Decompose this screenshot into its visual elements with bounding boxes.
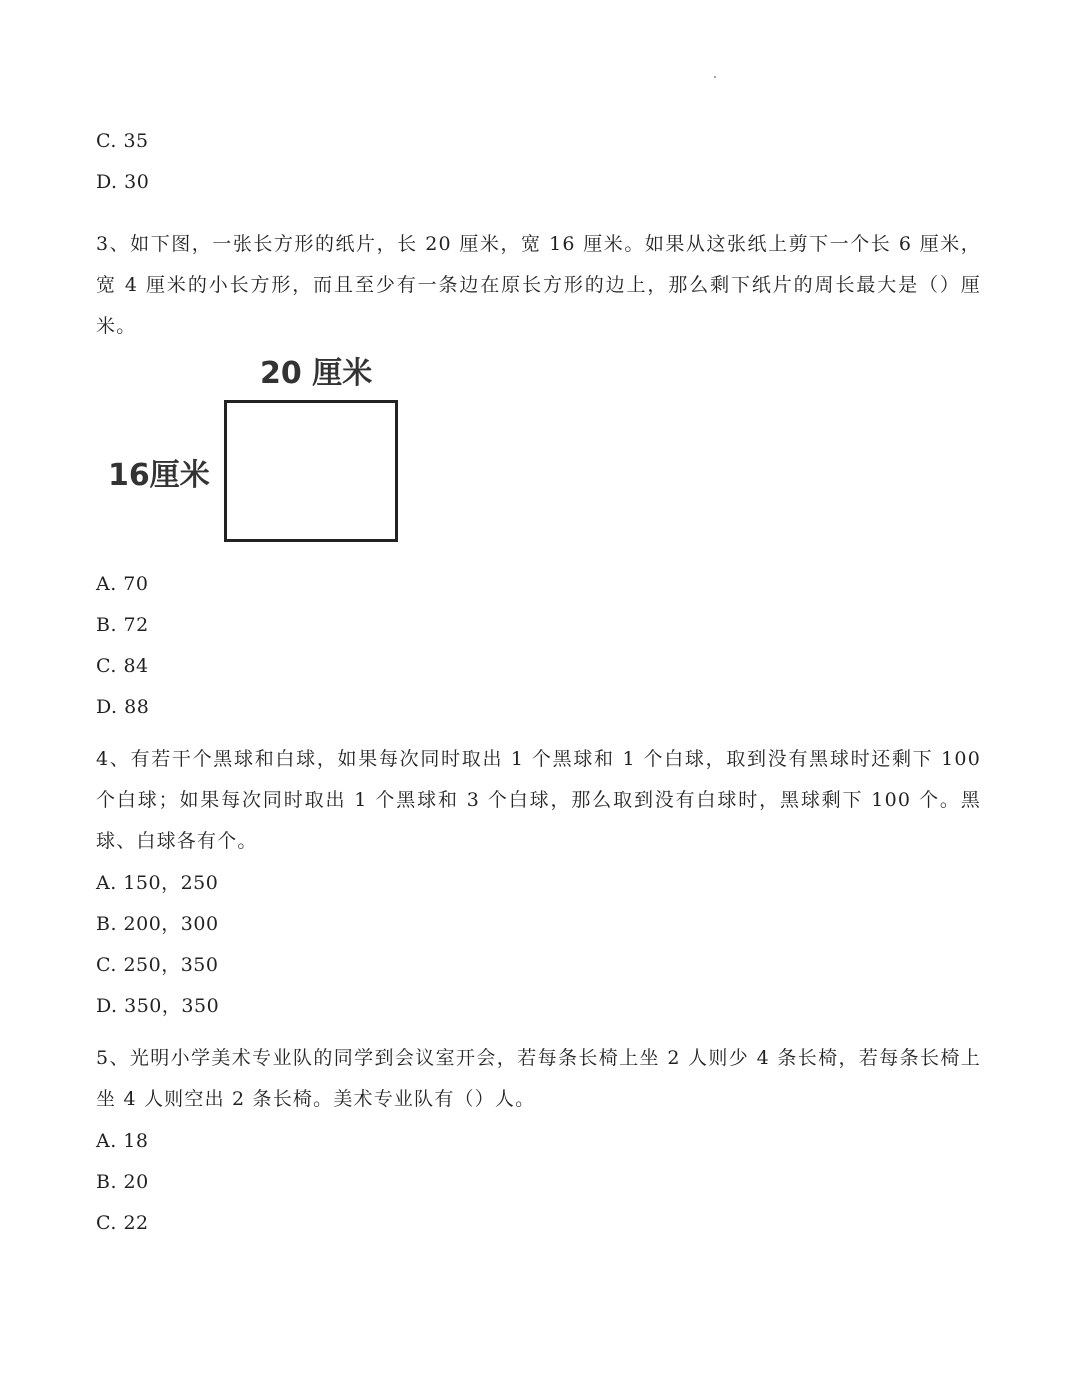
stray-dot [714, 76, 716, 78]
paper-rectangle [224, 400, 398, 542]
q5-option-c: C. 22 [96, 1212, 149, 1234]
q3-option-a: A. 70 [96, 573, 149, 595]
q3-stem: 3、如下图，一张长方形的纸片，长 20 厘米，宽 16 厘米。如果从这张纸上剪下一个长 6 厘米，宽 4 厘米的小长方形，而且至少有一条边在原长方形的边上，那么剩下纸片的周长最大是（）厘米。 [96, 233, 981, 337]
q3-option-b: B. 72 [96, 614, 149, 636]
q5-option-a: A. 18 [96, 1130, 149, 1152]
q3-rectangle-figure [100, 340, 410, 555]
q4-option-a: A. 150，250 [96, 872, 219, 894]
q4-option-b: B. 200，300 [96, 913, 219, 935]
figure-length-label: 20 厘米 [260, 356, 373, 391]
q3-option-c: C. 84 [96, 655, 149, 677]
q2-option-d: D. 30 [96, 171, 150, 193]
figure-width-label: 16厘米 [108, 458, 210, 493]
q4-stem: 4、有若干个黑球和白球，如果每次同时取出 1 个黑球和 1 个白球，取到没有黑球时还剩下 100 个白球；如果每次同时取出 1 个黑球和 3 个白球，那么取到没有白球时，黑球剩下 100 个。黑球、白球各有个。 [96, 748, 981, 852]
q5-option-b: B. 20 [96, 1171, 149, 1193]
q4-option-c: C. 250，350 [96, 954, 219, 976]
q5-stem: 5、光明小学美术专业队的同学到会议室开会，若每条长椅上坐 2 人则少 4 条长椅，若每条长椅上坐 4 人则空出 2 条长椅。美术专业队有（）人。 [96, 1047, 981, 1110]
q4-option-d: D. 350，350 [96, 995, 220, 1017]
q3-option-d: D. 88 [96, 696, 150, 718]
q2-option-c: C. 35 [96, 130, 149, 152]
